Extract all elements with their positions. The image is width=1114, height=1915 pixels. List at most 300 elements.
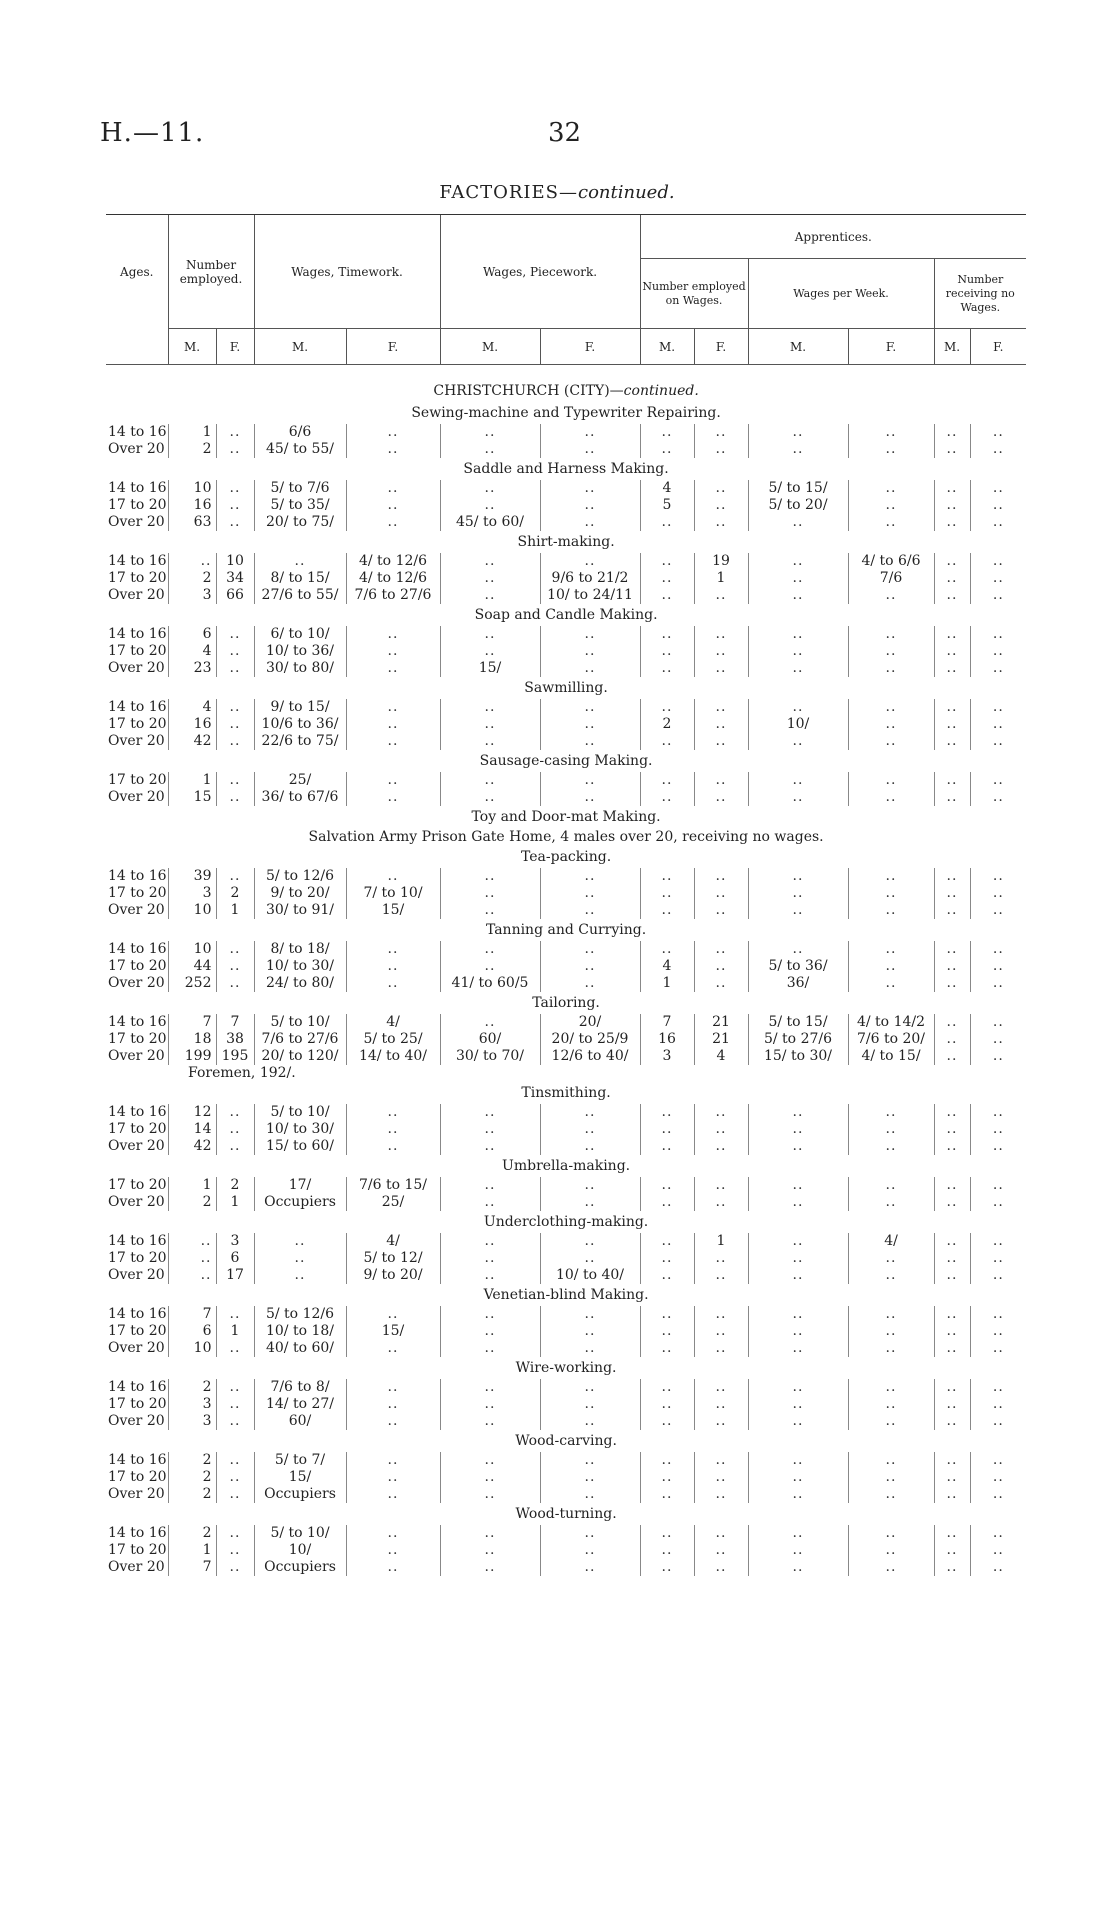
cell-time-m: 7/6 to 27/6: [254, 1031, 346, 1048]
cell-app-wage-m: ..: [748, 1267, 848, 1284]
section-foot-note: Foremen, 192/.: [188, 1065, 296, 1081]
cell-num-f: ..: [216, 1525, 254, 1542]
table-row: [106, 941, 1026, 958]
cell-app-nowage-f: ..: [970, 958, 1026, 975]
cell-app-nowage-m: ..: [934, 570, 970, 587]
cell-piece-m: ..: [440, 1014, 540, 1031]
cell-app-wage-f: ..: [848, 716, 934, 733]
cell-piece-f: ..: [540, 868, 640, 885]
page-title: [0, 182, 1114, 203]
cell-time-f: ..: [346, 1542, 440, 1559]
cell-age: 14 to 16: [108, 626, 167, 642]
cell-app-num-m: ..: [640, 772, 694, 789]
cell-num-f: 38: [216, 1031, 254, 1048]
cell-num-m: 12: [168, 1104, 216, 1121]
cell-app-nowage-m: ..: [934, 1233, 970, 1250]
cell-app-nowage-f: ..: [970, 1194, 1026, 1211]
cell-app-wage-m: ..: [748, 1396, 848, 1413]
cell-num-f: ..: [216, 514, 254, 531]
cell-time-f: ..: [346, 868, 440, 885]
cell-app-num-f: ..: [694, 1306, 748, 1323]
cell-num-m: ..: [168, 1267, 216, 1284]
cell-time-f: ..: [346, 699, 440, 716]
cell-num-f: ..: [216, 1306, 254, 1323]
cell-app-wage-f: ..: [848, 1379, 934, 1396]
header-m: M.: [168, 329, 216, 365]
cell-age: Over 20: [108, 1559, 165, 1575]
cell-time-f: 14/ to 40/: [346, 1048, 440, 1065]
cell-app-nowage-f: ..: [970, 902, 1026, 919]
cell-time-f: ..: [346, 1486, 440, 1503]
cell-app-nowage-m: ..: [934, 1014, 970, 1031]
region-name: CHRISTCHURCH (CITY)—: [433, 383, 624, 399]
cell-app-nowage-f: ..: [970, 514, 1026, 531]
cell-piece-f: ..: [540, 1340, 640, 1357]
cell-app-nowage-m: ..: [934, 441, 970, 458]
cell-app-num-m: 16: [640, 1031, 694, 1048]
cell-num-m: 2: [168, 1469, 216, 1486]
cell-time-m: Occupiers: [254, 1559, 346, 1576]
cell-app-num-f: ..: [694, 514, 748, 531]
cell-num-f: ..: [216, 1379, 254, 1396]
section-heading: Venetian-blind Making.: [483, 1287, 649, 1303]
header-number-no-wages: Number receiving no Wages.: [934, 259, 1026, 329]
cell-num-m: 2: [168, 1452, 216, 1469]
cell-num-m: 18: [168, 1031, 216, 1048]
cell-time-m: ..: [254, 1233, 346, 1250]
cell-time-m: 10/: [254, 1542, 346, 1559]
table-row: [106, 626, 1026, 643]
cell-num-m: 2: [168, 1379, 216, 1396]
cell-num-m: 39: [168, 868, 216, 885]
cell-app-nowage-m: ..: [934, 1323, 970, 1340]
cell-app-wage-f: 4/ to 15/: [848, 1048, 934, 1065]
cell-app-wage-f: ..: [848, 1469, 934, 1486]
cell-age: Over 20: [108, 1267, 165, 1283]
section-heading: Tailoring.: [532, 995, 600, 1011]
cell-time-f: ..: [346, 1340, 440, 1357]
cell-app-num-m: ..: [640, 1121, 694, 1138]
cell-app-nowage-m: ..: [934, 497, 970, 514]
cell-num-m: 10: [168, 480, 216, 497]
cell-num-m: 7: [168, 1014, 216, 1031]
cell-age: Over 20: [108, 1413, 165, 1429]
cell-app-wage-f: ..: [848, 480, 934, 497]
cell-app-num-f: ..: [694, 587, 748, 604]
header-wages-per-week: Wages per Week.: [748, 259, 934, 329]
cell-piece-f: ..: [540, 1413, 640, 1430]
cell-app-wage-f: 7/6: [848, 570, 934, 587]
cell-piece-m: ..: [440, 1525, 540, 1542]
cell-app-wage-m: 5/ to 15/: [748, 1014, 848, 1031]
cell-time-f: 5/ to 12/: [346, 1250, 440, 1267]
cell-piece-m: ..: [440, 553, 540, 570]
cell-num-f: ..: [216, 441, 254, 458]
cell-num-f: ..: [216, 424, 254, 441]
cell-num-m: ..: [168, 1233, 216, 1250]
cell-time-f: 5/ to 25/: [346, 1031, 440, 1048]
cell-time-m: 5/ to 35/: [254, 497, 346, 514]
cell-time-m: 30/ to 80/: [254, 660, 346, 677]
cell-time-f: ..: [346, 626, 440, 643]
cell-app-wage-m: ..: [748, 868, 848, 885]
cell-app-num-m: 4: [640, 480, 694, 497]
cell-app-nowage-m: ..: [934, 1559, 970, 1576]
table-row: [106, 643, 1026, 660]
cell-app-nowage-m: ..: [934, 1031, 970, 1048]
cell-app-num-f: ..: [694, 1559, 748, 1576]
cell-age: 17 to 20: [108, 958, 167, 974]
cell-time-f: ..: [346, 441, 440, 458]
cell-app-wage-f: ..: [848, 885, 934, 902]
cell-piece-f: ..: [540, 497, 640, 514]
cell-app-nowage-f: ..: [970, 868, 1026, 885]
cell-app-wage-f: 4/: [848, 1233, 934, 1250]
cell-app-num-f: ..: [694, 1379, 748, 1396]
cell-age: 14 to 16: [108, 1379, 167, 1395]
cell-age: 17 to 20: [108, 1542, 167, 1558]
cell-piece-f: ..: [540, 772, 640, 789]
cell-age: Over 20: [108, 441, 165, 457]
cell-num-f: ..: [216, 1469, 254, 1486]
cell-app-num-f: ..: [694, 480, 748, 497]
cell-app-num-m: ..: [640, 1177, 694, 1194]
cell-piece-f: 12/6 to 40/: [540, 1048, 640, 1065]
section-heading: Tanning and Currying.: [485, 922, 647, 938]
section-heading-row: [106, 806, 1026, 828]
header-wages-piecework: Wages, Piecework.: [440, 215, 640, 329]
cell-app-nowage-m: ..: [934, 660, 970, 677]
table-row: [106, 1138, 1026, 1155]
cell-app-nowage-f: ..: [970, 1559, 1026, 1576]
cell-num-f: ..: [216, 699, 254, 716]
header-m: M.: [254, 329, 346, 365]
cell-piece-m: ..: [440, 1413, 540, 1430]
cell-app-wage-f: ..: [848, 1452, 934, 1469]
cell-app-num-m: ..: [640, 441, 694, 458]
table-row: [106, 1121, 1026, 1138]
cell-app-nowage-m: ..: [934, 424, 970, 441]
cell-piece-m: 15/: [440, 660, 540, 677]
cell-app-nowage-m: ..: [934, 626, 970, 643]
region-continued: continued.: [623, 383, 699, 399]
cell-app-nowage-f: ..: [970, 660, 1026, 677]
cell-app-nowage-f: ..: [970, 885, 1026, 902]
section-heading-row: [106, 1503, 1026, 1525]
header-f: F.: [970, 329, 1026, 365]
cell-app-num-f: ..: [694, 441, 748, 458]
cell-age: 17 to 20: [108, 643, 167, 659]
cell-num-m: 14: [168, 1121, 216, 1138]
cell-app-wage-m: ..: [748, 789, 848, 806]
cell-app-nowage-f: ..: [970, 1138, 1026, 1155]
cell-piece-m: ..: [440, 772, 540, 789]
cell-num-m: 3: [168, 1396, 216, 1413]
cell-app-nowage-m: ..: [934, 587, 970, 604]
cell-app-num-f: ..: [694, 716, 748, 733]
cell-piece-m: ..: [440, 1486, 540, 1503]
cell-app-num-f: 1: [694, 1233, 748, 1250]
section-heading: Tinsmithing.: [521, 1085, 611, 1101]
cell-app-wage-m: 5/ to 27/6: [748, 1031, 848, 1048]
header-ages: Ages.: [106, 215, 168, 329]
cell-app-nowage-f: ..: [970, 626, 1026, 643]
cell-app-wage-m: ..: [748, 1138, 848, 1155]
section-note: Salvation Army Prison Gate Home, 4 males over 20, receiving no wages.: [308, 829, 824, 845]
cell-piece-f: 10/ to 24/11: [540, 587, 640, 604]
cell-time-m: 24/ to 80/: [254, 975, 346, 992]
cell-piece-f: ..: [540, 716, 640, 733]
cell-app-num-m: 2: [640, 716, 694, 733]
cell-app-num-m: ..: [640, 1306, 694, 1323]
cell-app-nowage-f: ..: [970, 772, 1026, 789]
cell-piece-f: ..: [540, 1306, 640, 1323]
cell-age: Over 20: [108, 514, 165, 530]
header-number-employed: Number employed.: [168, 215, 254, 329]
cell-age: Over 20: [108, 587, 165, 603]
table-row: [106, 885, 1026, 902]
cell-app-num-f: ..: [694, 1267, 748, 1284]
cell-time-m: 6/ to 10/: [254, 626, 346, 643]
cell-app-wage-f: ..: [848, 1340, 934, 1357]
cell-num-m: 2: [168, 1486, 216, 1503]
cell-app-nowage-f: ..: [970, 941, 1026, 958]
cell-piece-f: ..: [540, 424, 640, 441]
cell-num-m: 16: [168, 497, 216, 514]
cell-piece-f: ..: [540, 553, 640, 570]
cell-time-f: ..: [346, 424, 440, 441]
cell-piece-f: ..: [540, 902, 640, 919]
cell-num-m: 7: [168, 1306, 216, 1323]
cell-app-num-m: ..: [640, 553, 694, 570]
table-row: [106, 1396, 1026, 1413]
cell-piece-f: ..: [540, 1452, 640, 1469]
cell-app-wage-f: ..: [848, 1267, 934, 1284]
cell-time-f: ..: [346, 958, 440, 975]
cell-piece-m: ..: [440, 1323, 540, 1340]
table-row: [106, 1413, 1026, 1430]
cell-time-f: 9/ to 20/: [346, 1267, 440, 1284]
section-heading-row: [106, 1357, 1026, 1379]
cell-time-f: 7/6 to 27/6: [346, 587, 440, 604]
page-number: 32: [548, 118, 582, 148]
page-title-main: FACTORIES—: [439, 182, 578, 203]
cell-time-m: 5/ to 10/: [254, 1104, 346, 1121]
section-heading-row: [106, 402, 1026, 424]
cell-piece-f: ..: [540, 1177, 640, 1194]
table-row: [106, 514, 1026, 531]
cell-time-m: 20/ to 75/: [254, 514, 346, 531]
cell-time-f: 7/6 to 15/: [346, 1177, 440, 1194]
cell-app-nowage-m: ..: [934, 733, 970, 750]
cell-time-m: 30/ to 91/: [254, 902, 346, 919]
cell-age: 17 to 20: [108, 885, 167, 901]
cell-app-num-f: ..: [694, 424, 748, 441]
table-row: [106, 868, 1026, 885]
cell-app-wage-f: ..: [848, 643, 934, 660]
cell-app-nowage-f: ..: [970, 587, 1026, 604]
cell-app-wage-m: ..: [748, 1104, 848, 1121]
cell-time-m: Occupiers: [254, 1194, 346, 1211]
cell-piece-m: ..: [440, 1250, 540, 1267]
column-header: [106, 214, 1026, 365]
cell-num-f: ..: [216, 941, 254, 958]
cell-time-f: ..: [346, 660, 440, 677]
cell-piece-m: 45/ to 60/: [440, 514, 540, 531]
cell-num-m: 4: [168, 643, 216, 660]
cell-time-f: ..: [346, 1396, 440, 1413]
cell-num-m: 16: [168, 716, 216, 733]
cell-piece-m: ..: [440, 570, 540, 587]
cell-app-nowage-m: ..: [934, 1542, 970, 1559]
cell-num-m: 1: [168, 1542, 216, 1559]
header-f: F.: [216, 329, 254, 365]
cell-time-f: ..: [346, 1559, 440, 1576]
cell-num-f: ..: [216, 1542, 254, 1559]
cell-age: 14 to 16: [108, 699, 167, 715]
table-row: [106, 733, 1026, 750]
cell-num-m: 252: [168, 975, 216, 992]
cell-num-m: 10: [168, 902, 216, 919]
cell-time-f: ..: [346, 789, 440, 806]
cell-app-num-f: ..: [694, 1542, 748, 1559]
cell-age: Over 20: [108, 733, 165, 749]
cell-app-num-f: ..: [694, 885, 748, 902]
cell-age: 14 to 16: [108, 1306, 167, 1322]
section-heading-row: [106, 1155, 1026, 1177]
cell-num-f: ..: [216, 1559, 254, 1576]
cell-num-f: ..: [216, 789, 254, 806]
cell-app-num-m: 5: [640, 497, 694, 514]
cell-app-wage-f: ..: [848, 424, 934, 441]
cell-piece-f: ..: [540, 1194, 640, 1211]
cell-app-nowage-m: ..: [934, 553, 970, 570]
cell-piece-m: ..: [440, 941, 540, 958]
cell-num-m: 2: [168, 441, 216, 458]
cell-app-nowage-f: ..: [970, 1104, 1026, 1121]
cell-age: 14 to 16: [108, 1525, 167, 1541]
cell-piece-m: ..: [440, 885, 540, 902]
table-row: [106, 1014, 1026, 1031]
section-heading-row: [106, 458, 1026, 480]
cell-app-wage-m: ..: [748, 885, 848, 902]
cell-app-num-f: ..: [694, 699, 748, 716]
cell-app-num-f: ..: [694, 733, 748, 750]
cell-time-m: 40/ to 60/: [254, 1340, 346, 1357]
section-heading: Tea-packing.: [521, 849, 612, 865]
cell-app-num-m: ..: [640, 570, 694, 587]
cell-app-nowage-f: ..: [970, 1048, 1026, 1065]
header-m: M.: [640, 329, 694, 365]
cell-time-m: ..: [254, 1267, 346, 1284]
table-row: [106, 424, 1026, 441]
cell-app-num-f: ..: [694, 1104, 748, 1121]
cell-num-f: ..: [216, 626, 254, 643]
cell-time-m: 9/ to 15/: [254, 699, 346, 716]
cell-num-f: ..: [216, 1138, 254, 1155]
cell-app-num-m: ..: [640, 1413, 694, 1430]
cell-num-m: 1: [168, 772, 216, 789]
cell-piece-m: ..: [440, 902, 540, 919]
cell-time-f: ..: [346, 1452, 440, 1469]
cell-app-wage-m: ..: [748, 1486, 848, 1503]
cell-app-num-f: ..: [694, 1452, 748, 1469]
cell-piece-f: ..: [540, 660, 640, 677]
cell-app-nowage-m: ..: [934, 1306, 970, 1323]
section-heading-row: [106, 677, 1026, 699]
cell-piece-f: ..: [540, 1542, 640, 1559]
cell-time-m: ..: [254, 1250, 346, 1267]
cell-num-m: 3: [168, 587, 216, 604]
cell-app-nowage-m: ..: [934, 643, 970, 660]
cell-app-num-m: ..: [640, 1340, 694, 1357]
cell-app-wage-m: 10/: [748, 716, 848, 733]
cell-app-nowage-m: ..: [934, 1340, 970, 1357]
cell-app-nowage-f: ..: [970, 1542, 1026, 1559]
cell-age: 14 to 16: [108, 1233, 167, 1249]
cell-app-wage-m: ..: [748, 1233, 848, 1250]
cell-app-num-m: ..: [640, 1104, 694, 1121]
table-row: [106, 1469, 1026, 1486]
cell-num-f: ..: [216, 716, 254, 733]
cell-app-nowage-f: ..: [970, 1233, 1026, 1250]
cell-num-f: ..: [216, 958, 254, 975]
document-code: H.—11.: [100, 118, 205, 148]
cell-app-wage-m: ..: [748, 699, 848, 716]
cell-piece-m: ..: [440, 789, 540, 806]
section-heading-row: [106, 604, 1026, 626]
section-heading-row: [106, 846, 1026, 868]
cell-age: 17 to 20: [108, 1250, 167, 1266]
cell-app-wage-f: ..: [848, 1306, 934, 1323]
cell-app-nowage-f: ..: [970, 1306, 1026, 1323]
cell-piece-f: ..: [540, 514, 640, 531]
cell-app-wage-m: ..: [748, 514, 848, 531]
cell-app-nowage-f: ..: [970, 975, 1026, 992]
cell-app-nowage-f: ..: [970, 424, 1026, 441]
cell-age: 17 to 20: [108, 772, 167, 788]
cell-num-f: ..: [216, 480, 254, 497]
cell-num-f: ..: [216, 1121, 254, 1138]
cell-app-num-m: ..: [640, 1542, 694, 1559]
cell-piece-m: ..: [440, 497, 540, 514]
page-title-continued: continued.: [578, 182, 675, 203]
cell-app-num-f: 21: [694, 1031, 748, 1048]
cell-time-f: ..: [346, 1121, 440, 1138]
cell-time-f: 4/ to 12/6: [346, 553, 440, 570]
cell-piece-f: ..: [540, 885, 640, 902]
cell-num-f: 2: [216, 1177, 254, 1194]
cell-piece-m: ..: [440, 1267, 540, 1284]
cell-app-num-f: ..: [694, 1469, 748, 1486]
cell-app-wage-f: ..: [848, 789, 934, 806]
cell-piece-m: ..: [440, 1452, 540, 1469]
cell-app-nowage-f: ..: [970, 1031, 1026, 1048]
cell-app-nowage-m: ..: [934, 1194, 970, 1211]
cell-app-nowage-f: ..: [970, 733, 1026, 750]
cell-app-wage-m: 5/ to 20/: [748, 497, 848, 514]
cell-num-m: ..: [168, 1250, 216, 1267]
cell-app-num-m: ..: [640, 424, 694, 441]
table-row: [106, 958, 1026, 975]
cell-piece-m: ..: [440, 626, 540, 643]
cell-num-f: 66: [216, 587, 254, 604]
cell-piece-m: 60/: [440, 1031, 540, 1048]
cell-time-m: 10/ to 30/: [254, 1121, 346, 1138]
cell-app-nowage-m: ..: [934, 958, 970, 975]
header-m: M.: [748, 329, 848, 365]
cell-num-f: ..: [216, 1340, 254, 1357]
